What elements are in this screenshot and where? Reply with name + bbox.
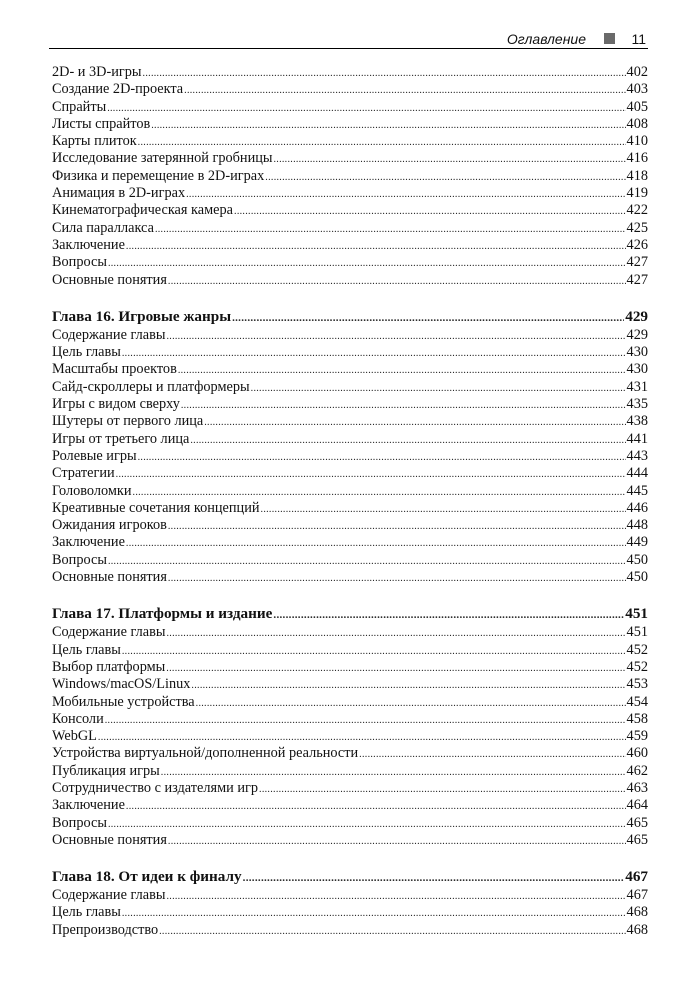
entry-page-number: 403: [626, 81, 648, 98]
entry-page-number: 468: [626, 904, 648, 921]
toc-entry[interactable]: [52, 81, 648, 98]
dot-leader: [108, 553, 626, 570]
entry-page-number: 405: [626, 98, 648, 115]
entry-title: Спрайты: [52, 98, 107, 115]
entry-page-number: 465: [626, 831, 648, 848]
toc-entry[interactable]: [52, 904, 648, 921]
entry-title: Головоломки: [52, 482, 132, 499]
toc-entry[interactable]: [52, 64, 648, 81]
dot-leader: [190, 432, 625, 449]
toc-entry[interactable]: [52, 344, 648, 361]
dot-leader: [107, 100, 625, 117]
chapter-title: Глава 18. От идеи к финалу: [52, 868, 242, 886]
dot-leader: [116, 466, 626, 483]
toc-entry[interactable]: [52, 922, 648, 939]
entry-title: Содержание главы: [52, 887, 166, 904]
entry-page-number: 427: [626, 254, 648, 271]
entry-title: Заключение: [52, 236, 125, 253]
entry-page-number: 444: [626, 465, 648, 482]
chapter-page-number: 467: [625, 868, 648, 886]
dot-leader: [178, 362, 626, 379]
entry-page-number: 429: [626, 326, 648, 343]
entry-page-number: 435: [626, 396, 648, 413]
entry-page-number: 446: [626, 499, 648, 516]
toc-entry[interactable]: [52, 168, 648, 185]
dot-leader: [161, 764, 626, 781]
entry-page-number: 450: [626, 551, 648, 568]
dot-leader: [273, 151, 625, 168]
entry-title: Цель главы: [52, 344, 121, 361]
entry-page-number: 453: [626, 676, 648, 693]
toc-entry[interactable]: [52, 150, 648, 167]
entry-title: Игры с видом сверху: [52, 396, 180, 413]
toc-entry[interactable]: [52, 517, 648, 534]
dot-leader: [259, 781, 626, 798]
dot-leader: [155, 221, 626, 238]
toc-entry[interactable]: [52, 133, 648, 150]
entry-title: Масштабы проектов: [52, 361, 177, 378]
entry-title: Сотрудничество с издателями игр: [52, 779, 259, 796]
dot-leader: [232, 309, 624, 328]
entry-title: Заключение: [52, 797, 125, 814]
toc-entry[interactable]: [52, 694, 648, 711]
entry-page-number: 450: [626, 569, 648, 586]
entry-title: Цель главы: [52, 641, 121, 658]
entry-page-number: 431: [626, 378, 648, 395]
dot-leader: [265, 169, 625, 186]
dot-leader: [122, 345, 626, 362]
dot-leader: [122, 905, 626, 922]
toc-entry[interactable]: [52, 254, 648, 271]
entry-title: Игры от третьего лица: [52, 430, 190, 447]
toc-entry[interactable]: [52, 465, 648, 482]
dot-leader: [133, 484, 626, 501]
entry-page-number: 443: [626, 447, 648, 464]
running-header: [49, 28, 648, 49]
entry-page-number: 422: [626, 202, 648, 219]
toc-section: [52, 64, 648, 289]
entry-page-number: 426: [626, 236, 648, 253]
dot-leader: [184, 82, 625, 99]
entry-page-number: 464: [626, 797, 648, 814]
toc-section: [52, 867, 648, 939]
entry-page-number: 430: [626, 344, 648, 361]
dot-leader: [186, 186, 625, 203]
entry-page-number: 430: [626, 361, 648, 378]
entry-title: Публикация игры: [52, 762, 160, 779]
dot-leader: [122, 643, 626, 660]
toc-entry[interactable]: [52, 534, 648, 551]
entry-title: Содержание главы: [52, 624, 166, 641]
entry-title: Основные понятия: [52, 569, 167, 586]
toc-entry[interactable]: [52, 448, 648, 465]
chapter-page-number: 429: [625, 307, 648, 325]
toc-entry[interactable]: [52, 797, 648, 814]
dot-leader: [108, 816, 626, 833]
toc-entry[interactable]: [52, 642, 648, 659]
toc-entry[interactable]: [52, 624, 648, 641]
entry-title: Windows/macOS/Linux: [52, 676, 191, 693]
toc-entry[interactable]: [52, 500, 648, 517]
entry-title: Вопросы: [52, 254, 107, 271]
dot-leader: [126, 238, 626, 255]
dot-leader: [243, 869, 625, 888]
entry-page-number: 402: [626, 64, 648, 80]
toc-entry[interactable]: [52, 659, 648, 676]
table-of-contents: [52, 64, 648, 939]
entry-page-number: 419: [626, 185, 648, 202]
toc-entry[interactable]: [52, 711, 648, 728]
entry-title: Основные понятия: [52, 271, 167, 288]
toc-entry[interactable]: [52, 728, 648, 745]
entry-title: Создание 2D-проекта: [52, 81, 184, 98]
entry-page-number: 425: [626, 219, 648, 236]
entry-page-number: 468: [626, 921, 648, 938]
entry-title: Исследование затерянной гробницы: [52, 150, 273, 167]
dot-leader: [138, 449, 626, 466]
toc-entry[interactable]: [52, 202, 648, 219]
dot-leader: [126, 535, 626, 552]
dot-leader: [168, 518, 626, 535]
entry-title: Физика и перемещение в 2D-играх: [52, 167, 265, 184]
toc-section: [52, 604, 648, 849]
entry-page-number: 445: [626, 482, 648, 499]
toc-chapter-heading[interactable]: [52, 867, 648, 886]
entry-title: Устройства виртуальной/дополненной реальности: [52, 745, 359, 762]
dot-leader: [166, 625, 625, 642]
dot-leader: [108, 255, 626, 272]
entry-title: Мобильные устройства: [52, 693, 195, 710]
toc-entry[interactable]: [52, 780, 648, 797]
header-square-icon: [604, 33, 615, 44]
toc-entry[interactable]: [52, 676, 648, 693]
dot-leader: [261, 501, 626, 518]
chapter-page-number: 451: [625, 605, 648, 623]
header-title: Оглавление: [506, 31, 586, 47]
chapter-title: Глава 16. Игровые жанры: [52, 307, 232, 325]
toc-entry[interactable]: [52, 483, 648, 500]
dot-leader: [168, 273, 626, 290]
toc-section: [52, 307, 648, 586]
toc-entry[interactable]: [52, 327, 648, 344]
toc-entry[interactable]: [52, 361, 648, 378]
entry-title: Консоли: [52, 710, 104, 727]
toc-entry[interactable]: [52, 116, 648, 133]
entry-page-number: 452: [626, 641, 648, 658]
entry-page-number: 467: [626, 887, 648, 904]
dot-leader: [98, 729, 626, 746]
toc-entry[interactable]: [52, 237, 648, 254]
entry-title: 2D- и 3D-игры: [52, 64, 142, 80]
toc-entry[interactable]: [52, 832, 648, 849]
dot-leader: [166, 660, 625, 677]
dot-leader: [204, 414, 625, 431]
dot-leader: [159, 923, 625, 940]
toc-entry[interactable]: [52, 396, 648, 413]
toc-entry[interactable]: [52, 272, 648, 289]
toc-entry[interactable]: [52, 413, 648, 430]
entry-page-number: 418: [626, 167, 648, 184]
entry-title: Креативные сочетания концепций: [52, 499, 260, 516]
entry-title: Ожидания игроков: [52, 517, 167, 534]
dot-leader: [359, 746, 625, 763]
entry-page-number: 410: [626, 133, 648, 150]
entry-page-number: 458: [626, 710, 648, 727]
entry-title: Шутеры от первого лица: [52, 413, 204, 430]
toc-entry[interactable]: [52, 99, 648, 116]
entry-title: Сила параллакса: [52, 219, 154, 236]
entry-title: Карты плиток: [52, 133, 137, 150]
entry-page-number: 459: [626, 728, 648, 745]
entry-title: Ролевые игры: [52, 447, 137, 464]
entry-page-number: 462: [626, 762, 648, 779]
dot-leader: [166, 888, 625, 905]
dot-leader: [234, 203, 626, 220]
entry-title: Кинематографическая камера: [52, 202, 234, 219]
chapter-title: Глава 17. Платформы и издание: [52, 605, 273, 623]
toc-entry[interactable]: [52, 569, 648, 586]
toc-chapter-heading[interactable]: [52, 307, 648, 326]
dot-leader: [251, 380, 626, 397]
entry-title: Основные понятия: [52, 831, 167, 848]
toc-entry[interactable]: [52, 220, 648, 237]
entry-page-number: 427: [626, 271, 648, 288]
dot-leader: [181, 397, 626, 414]
dot-leader: [168, 570, 626, 587]
toc-entry[interactable]: [52, 745, 648, 762]
dot-leader: [105, 712, 626, 729]
entry-title: Препроизводство: [52, 921, 159, 938]
toc-entry[interactable]: [52, 763, 648, 780]
dot-leader: [126, 798, 626, 815]
toc-entry[interactable]: [52, 887, 648, 904]
entry-title: Листы спрайтов: [52, 115, 151, 132]
entry-page-number: 416: [626, 150, 648, 167]
toc-chapter-heading[interactable]: [52, 604, 648, 623]
entry-page-number: 448: [626, 517, 648, 534]
entry-page-number: 460: [626, 745, 648, 762]
entry-title: Анимация в 2D-играх: [52, 185, 186, 202]
entry-page-number: 451: [626, 624, 648, 641]
toc-entry[interactable]: [52, 185, 648, 202]
entry-page-number: 438: [626, 413, 648, 430]
dot-leader: [138, 134, 626, 151]
entry-title: Вопросы: [52, 814, 107, 831]
toc-entry[interactable]: [52, 379, 648, 396]
entry-title: Сайд-скроллеры и платформеры: [52, 378, 250, 395]
entry-title: Содержание главы: [52, 326, 166, 343]
entry-page-number: 449: [626, 534, 648, 551]
dot-leader: [191, 677, 625, 694]
dot-leader: [151, 117, 625, 134]
toc-entry[interactable]: [52, 815, 648, 832]
page-number: 11: [631, 31, 646, 47]
entry-page-number: 463: [626, 779, 648, 796]
entry-page-number: 454: [626, 693, 648, 710]
dot-leader: [273, 606, 624, 625]
toc-entry[interactable]: [52, 552, 648, 569]
entry-page-number: 408: [626, 115, 648, 132]
entry-title: Заключение: [52, 534, 125, 551]
dot-leader: [166, 328, 625, 345]
dot-leader: [196, 695, 626, 712]
entry-title: Выбор платформы: [52, 658, 166, 675]
entry-page-number: 452: [626, 658, 648, 675]
entry-title: Цель главы: [52, 904, 121, 921]
dot-leader: [168, 833, 626, 850]
entry-title: Стратегии: [52, 465, 115, 482]
entry-title: Вопросы: [52, 551, 107, 568]
entry-page-number: 465: [626, 814, 648, 831]
dot-leader: [143, 65, 626, 82]
entry-title: WebGL: [52, 728, 97, 745]
entry-page-number: 441: [626, 430, 648, 447]
toc-entry[interactable]: [52, 431, 648, 448]
